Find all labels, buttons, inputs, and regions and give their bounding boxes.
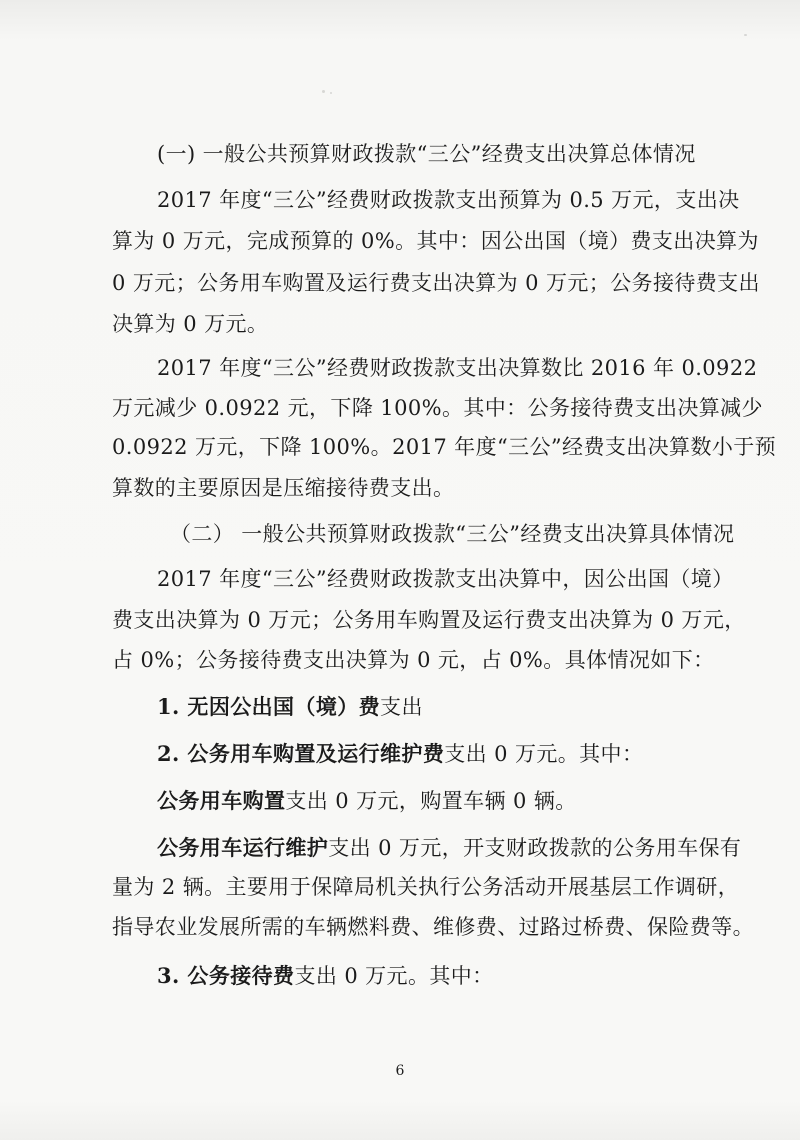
item-2a-text: 支出 0 万元，购置车辆 0 辆。	[285, 789, 577, 813]
paragraph-line: 决算为 0 万元。	[112, 312, 269, 336]
paragraph-line: 算数的主要原因是压缩接待费支出。	[112, 476, 455, 500]
item-2b-text: 支出 0 万元，开支财政拨款的公务用车保有	[328, 836, 742, 860]
item-2b-label: 公务用车运行维护	[157, 835, 329, 860]
scan-speck	[744, 34, 747, 36]
paragraph-line: 量为 2 辆。主要用于保障局机关执行公务活动开展基层工作调研，	[112, 875, 740, 899]
item-1-label: 1. 无因公出国（境）费	[157, 694, 381, 719]
paragraph-line: 0.0922 万元，下降 100%。2017 年度“三公”经费支出决算数小于预	[112, 435, 777, 459]
section-2-heading: （二） 一般公共预算财政拨款“三公”经费支出决算具体情况	[170, 522, 735, 546]
item-2b	[157, 834, 741, 862]
item-1-text: 支出	[380, 695, 423, 719]
scan-speck	[322, 90, 325, 93]
item-2-text: 支出 0 万元。其中：	[444, 742, 644, 766]
page-number: 6	[395, 1063, 405, 1079]
paragraph-line: 0 万元；公务用车购置及运行费支出决算为 0 万元；公务接待费支出	[112, 271, 760, 295]
paragraph-line: 2017 年度“三公”经费财政拨款支出决算中，因公出国（境）	[157, 567, 734, 591]
item-1	[157, 693, 423, 721]
item-2-label: 2. 公务用车购置及运行维护费	[157, 741, 445, 766]
paragraph-line: 指导农业发展所需的车辆燃料费、维修费、过路过桥费、保险费等。	[112, 915, 754, 939]
item-2a	[157, 787, 577, 815]
paragraph-line: 2017 年度“三公”经费财政拨款支出预算为 0.5 万元，支出决	[157, 188, 740, 212]
item-3-text: 支出 0 万元。其中：	[294, 964, 494, 988]
item-3-label: 3. 公务接待费	[157, 963, 295, 988]
item-2	[157, 740, 643, 768]
paragraph-line: 2017 年度“三公”经费财政拨款支出决算数比 2016 年 0.0922	[157, 356, 758, 380]
paragraph-line: 算为 0 万元，完成预算的 0%。其中：因公出国（境）费支出决算为	[112, 229, 759, 253]
section-1-heading: (一) 一般公共预算财政拨款“三公”经费支出决算总体情况	[157, 142, 696, 166]
paragraph-line: 费支出决算为 0 万元；公务用车购置及运行费支出决算为 0 万元，	[112, 608, 746, 632]
paragraph-line: 万元减少 0.0922 元，下降 100%。其中：公务接待费支出决算减少	[112, 396, 763, 420]
paragraph-line: 占 0%；公务接待费支出决算为 0 元，占 0%。具体情况如下：	[112, 648, 715, 672]
item-2a-label: 公务用车购置	[157, 788, 286, 813]
scan-speck	[330, 92, 332, 94]
item-3	[157, 962, 494, 990]
